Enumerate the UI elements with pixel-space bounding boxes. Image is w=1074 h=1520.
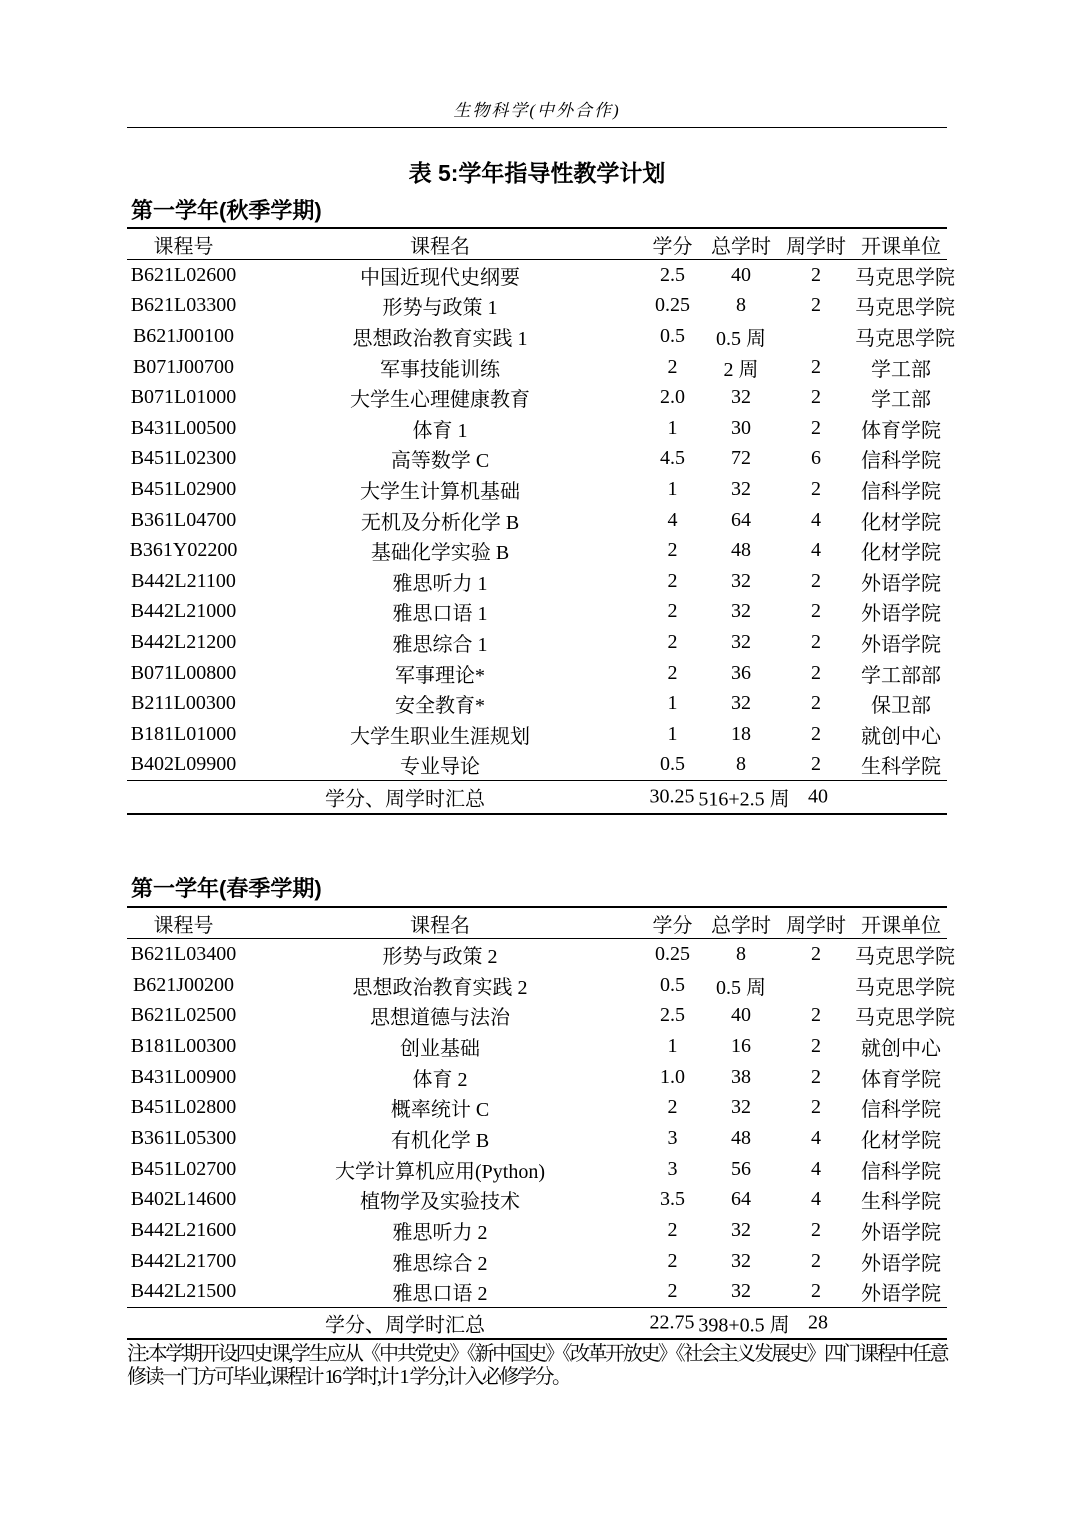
table-row — [127, 939, 947, 970]
table-row — [127, 1277, 947, 1308]
table-row — [127, 627, 947, 658]
summary-total-hours: 398+0.5 周 — [698, 1314, 790, 1337]
course-id-cell: B621L03300 — [130, 294, 237, 317]
table-body — [127, 939, 955, 1308]
weekly-hours-cell: 4 — [811, 1157, 821, 1180]
column-header-course-id: 课程号 — [127, 228, 240, 260]
department-cell: 马克思学院 — [855, 945, 955, 968]
credits-cell: 2 — [667, 1249, 678, 1272]
weekly-hours-cell: 2 — [811, 1004, 821, 1027]
department-cell: 外语学院 — [861, 572, 941, 595]
weekly-hours-cell: 2 — [811, 1065, 821, 1088]
summary-weekly-hours: 28 — [808, 1311, 828, 1334]
credits-cell: 1 — [667, 1034, 678, 1057]
credits-cell: 2 — [667, 1219, 678, 1242]
weekly-hours-cell: 2 — [811, 692, 821, 715]
course-name-cell: 雅思口语 2 — [392, 1283, 488, 1306]
total-hours-cell: 38 — [731, 1065, 751, 1088]
column-header-credits: 学分 — [640, 907, 705, 939]
credits-cell: 0.25 — [655, 294, 690, 317]
weekly-hours-cell: 2 — [811, 1219, 821, 1242]
weekly-hours-cell: 2 — [811, 661, 821, 684]
course-id-cell: B451L02700 — [130, 1157, 237, 1180]
total-hours-cell: 72 — [731, 447, 751, 470]
course-name-cell: 植物学及实验技术 — [360, 1191, 520, 1214]
weekly-hours-cell: 6 — [811, 447, 821, 470]
course-id-cell: B621J00100 — [132, 324, 235, 347]
table-row — [127, 291, 947, 322]
table-row — [127, 474, 947, 505]
section-heading-fall-semester: 第一学年(秋季学期) — [131, 198, 322, 223]
department-cell: 信科学院 — [861, 480, 941, 503]
table-row — [127, 1185, 947, 1216]
summary-credits: 30.25 — [649, 785, 695, 808]
total-hours-cell: 32 — [731, 1219, 751, 1242]
credits-cell: 1 — [667, 477, 678, 500]
credits-cell: 1 — [667, 692, 678, 715]
department-cell: 信科学院 — [861, 450, 941, 473]
credits-cell: 4 — [667, 508, 678, 531]
course-id-cell: B361L04700 — [130, 508, 237, 531]
summary-row — [127, 781, 947, 815]
course-name-cell: 体育 1 — [412, 419, 468, 442]
column-header-total-hours: 总学时 — [705, 228, 777, 260]
total-hours-cell: 32 — [731, 477, 751, 500]
course-name-cell: 基础化学实验 B — [370, 542, 510, 565]
total-hours-cell: 8 — [736, 294, 746, 317]
credits-cell: 1.0 — [660, 1065, 685, 1088]
department-cell: 外语学院 — [861, 603, 941, 626]
table-row — [127, 352, 947, 383]
total-hours-cell: 18 — [731, 722, 751, 745]
total-hours-cell: 8 — [736, 942, 746, 965]
column-header-total-hours: 总学时 — [705, 907, 777, 939]
course-id-cell: B442L21700 — [130, 1249, 237, 1272]
department-cell: 马克思学院 — [855, 1007, 955, 1030]
total-hours-cell: 32 — [731, 692, 751, 715]
credits-cell: 2 — [667, 600, 678, 623]
course-name-cell: 大学生心理健康教育 — [350, 389, 530, 412]
department-cell: 体育学院 — [861, 1068, 941, 1091]
course-name-cell: 专业导论 — [400, 756, 480, 779]
table-row — [127, 750, 947, 781]
column-header-department: 开课单位 — [855, 907, 947, 939]
course-name-cell: 思想政治教育实践 1 — [352, 327, 528, 350]
credits-cell: 0.5 — [660, 753, 685, 776]
course-name-cell: 思想道德与法治 — [370, 1007, 510, 1030]
department-cell: 外语学院 — [861, 1283, 941, 1306]
total-hours-cell: 2 周 — [723, 358, 759, 381]
course-name-cell: 大学计算机应用(Python) — [335, 1160, 545, 1183]
table-row — [127, 1092, 947, 1123]
column-header-credits: 学分 — [640, 228, 705, 260]
department-cell: 马克思学院 — [855, 976, 955, 999]
table-row — [127, 505, 947, 536]
running-head: 生物科学(中外合作) — [453, 101, 621, 120]
credits-cell: 2 — [667, 569, 678, 592]
credits-cell: 2.0 — [660, 386, 685, 409]
weekly-hours-cell: 2 — [811, 1096, 821, 1119]
total-hours-cell: 48 — [731, 1126, 751, 1149]
table-row — [127, 566, 947, 597]
department-cell: 信科学院 — [861, 1160, 941, 1183]
total-hours-cell: 56 — [731, 1157, 751, 1180]
department-cell: 马克思学院 — [855, 327, 955, 350]
total-hours-cell: 32 — [731, 630, 751, 653]
credits-cell: 0.5 — [660, 324, 685, 347]
table-row — [127, 1031, 947, 1062]
department-cell: 信科学院 — [861, 1099, 941, 1122]
column-header-course-name: 课程名 — [240, 228, 640, 260]
course-id-cell: B621J00200 — [132, 973, 235, 996]
weekly-hours-cell: 2 — [811, 1280, 821, 1303]
summary-total-hours: 516+2.5 周 — [698, 788, 790, 811]
credits-cell: 2.5 — [660, 1004, 685, 1027]
summary-cell — [127, 781, 947, 815]
total-hours-cell: 36 — [731, 661, 751, 684]
column-header-department: 开课单位 — [855, 228, 947, 260]
summary-label: 学分、周学时汇总 — [325, 788, 485, 811]
credits-cell: 0.5 — [660, 973, 685, 996]
course-id-cell: B442L21600 — [130, 1219, 237, 1242]
course-id-cell: B442L21100 — [131, 569, 236, 592]
course-name-cell: 雅思口语 1 — [392, 603, 488, 626]
weekly-hours-cell: 2 — [811, 477, 821, 500]
total-hours-cell: 30 — [731, 416, 751, 439]
credits-cell: 4.5 — [660, 447, 685, 470]
course-id-cell: B621L03400 — [130, 942, 237, 965]
total-hours-cell: 32 — [731, 569, 751, 592]
summary-row — [127, 1308, 947, 1340]
column-header-weekly-hours: 周学时 — [777, 907, 855, 939]
department-cell: 生科学院 — [861, 1191, 941, 1214]
table-body — [127, 260, 955, 781]
course-name-cell: 体育 2 — [412, 1068, 468, 1091]
course-name-cell: 中国近现代史纲要 — [360, 266, 520, 289]
table-row — [127, 1246, 947, 1277]
table-row — [127, 658, 947, 689]
credits-cell: 2 — [667, 1280, 678, 1303]
credits-cell: 1 — [667, 722, 678, 745]
course-id-cell: B442L21500 — [130, 1280, 237, 1303]
course-name-cell: 安全教育* — [395, 695, 485, 718]
department-cell: 马克思学院 — [855, 297, 955, 320]
department-cell: 体育学院 — [861, 419, 941, 442]
credits-cell: 2 — [667, 539, 678, 562]
table-row — [127, 1123, 947, 1154]
course-name-cell: 雅思综合 1 — [392, 633, 488, 656]
course-name-cell: 大学生职业生涯规划 — [350, 725, 530, 748]
table-row — [127, 535, 947, 566]
weekly-hours-cell: 2 — [811, 753, 821, 776]
column-header-weekly-hours: 周学时 — [777, 228, 855, 260]
column-header-row — [127, 228, 947, 260]
course-table-spring — [127, 906, 955, 1340]
total-hours-cell: 32 — [731, 386, 751, 409]
weekly-hours-cell: 2 — [811, 630, 821, 653]
summary-label: 学分、周学时汇总 — [325, 1314, 485, 1337]
weekly-hours-cell: 2 — [811, 942, 821, 965]
course-name-cell: 概率统计 C — [390, 1099, 490, 1122]
credits-cell: 3 — [667, 1126, 678, 1149]
total-hours-cell: 40 — [731, 263, 751, 286]
department-cell: 外语学院 — [861, 1222, 941, 1245]
footnote: 注:本学期开设四史课,学生应从《中共党史》《新中国史》《改革开放史》《社会主义发展史》四门课程中任意修读一门方可毕业,课程计 16 学时,计 1 学分,计入必修学分。 — [127, 1343, 947, 1388]
document-title: 表 5:学年指导性教学计划 — [408, 160, 666, 186]
department-cell: 保卫部 — [871, 695, 931, 718]
course-name-cell: 形势与政策 1 — [382, 297, 498, 320]
course-id-cell: B442L21200 — [130, 630, 237, 653]
course-name-cell: 形势与政策 2 — [382, 945, 498, 968]
course-id-cell: B431L00900 — [130, 1065, 237, 1088]
section-heading-spring-semester: 第一学年(春季学期) — [131, 876, 322, 901]
department-cell: 就创中心 — [861, 725, 941, 748]
table-row — [127, 382, 947, 413]
total-hours-cell: 32 — [731, 600, 751, 623]
course-name-cell: 军事技能训练 — [380, 358, 500, 381]
weekly-hours-cell: 2 — [811, 294, 821, 317]
department-cell: 外语学院 — [861, 1252, 941, 1275]
column-header-course-name: 课程名 — [240, 907, 640, 939]
credits-cell: 3 — [667, 1157, 678, 1180]
column-header-course-id: 课程号 — [127, 907, 240, 939]
course-id-cell: B451L02900 — [130, 477, 237, 500]
weekly-hours-cell: 2 — [811, 416, 821, 439]
course-name-cell: 思想政治教育实践 2 — [352, 976, 528, 999]
course-id-cell: B071L01000 — [130, 386, 237, 409]
course-id-cell: B211L00300 — [131, 692, 236, 715]
table-row — [127, 719, 947, 750]
department-cell: 学工部部 — [861, 664, 941, 687]
weekly-hours-cell: 4 — [811, 1126, 821, 1149]
total-hours-cell: 48 — [731, 539, 751, 562]
course-id-cell: B621L02500 — [130, 1004, 237, 1027]
credits-cell: 2 — [667, 1096, 678, 1119]
table-row — [127, 970, 947, 1001]
department-cell: 化材学院 — [861, 542, 941, 565]
course-id-cell: B181L00300 — [130, 1034, 237, 1057]
department-cell: 化材学院 — [861, 511, 941, 534]
header-rule — [127, 127, 947, 128]
weekly-hours-cell: 2 — [811, 1249, 821, 1272]
course-id-cell: B431L00500 — [130, 416, 237, 439]
credits-cell: 2.5 — [660, 263, 685, 286]
summary-credits: 22.75 — [649, 1311, 695, 1334]
total-hours-cell: 64 — [731, 508, 751, 531]
department-cell: 化材学院 — [861, 1129, 941, 1152]
credits-cell: 2 — [667, 661, 678, 684]
department-cell: 学工部 — [871, 358, 931, 381]
total-hours-cell: 0.5 周 — [716, 976, 766, 999]
course-table-fall — [127, 227, 955, 815]
column-header-row — [127, 907, 947, 939]
table-row — [127, 260, 947, 291]
table-row — [127, 321, 947, 352]
weekly-hours-cell — [777, 970, 855, 1001]
course-id-cell: B402L09900 — [130, 753, 237, 776]
course-name-cell: 大学生计算机基础 — [360, 480, 520, 503]
weekly-hours-cell: 2 — [811, 722, 821, 745]
department-cell: 学工部 — [871, 389, 931, 412]
course-id-cell: B451L02800 — [130, 1096, 237, 1119]
total-hours-cell: 32 — [731, 1096, 751, 1119]
course-id-cell: B071L00800 — [130, 661, 237, 684]
course-name-cell: 创业基础 — [400, 1037, 480, 1060]
course-id-cell: B361L05300 — [130, 1126, 237, 1149]
credits-cell: 2 — [667, 355, 678, 378]
table-row — [127, 597, 947, 628]
course-id-cell: B402L14600 — [130, 1188, 237, 1211]
course-name-cell: 雅思听力 2 — [392, 1222, 488, 1245]
weekly-hours-cell — [777, 321, 855, 352]
total-hours-cell: 8 — [736, 753, 746, 776]
department-cell: 马克思学院 — [855, 266, 955, 289]
weekly-hours-cell: 2 — [811, 263, 821, 286]
weekly-hours-cell: 2 — [811, 600, 821, 623]
weekly-hours-cell: 2 — [811, 1034, 821, 1057]
summary-cell — [127, 1308, 947, 1340]
course-id-cell: B181L01000 — [130, 722, 237, 745]
course-id-cell: B442L21000 — [130, 600, 237, 623]
course-name-cell: 雅思听力 1 — [392, 572, 488, 595]
course-name-cell: 高等数学 C — [390, 450, 490, 473]
course-name-cell: 有机化学 B — [390, 1129, 490, 1152]
weekly-hours-cell: 2 — [811, 569, 821, 592]
total-hours-cell: 16 — [731, 1034, 751, 1057]
weekly-hours-cell: 4 — [811, 1188, 821, 1211]
course-name-cell: 军事理论* — [395, 664, 485, 687]
course-id-cell: B451L02300 — [130, 447, 237, 470]
table-row — [127, 413, 947, 444]
department-cell: 就创中心 — [861, 1037, 941, 1060]
course-id-cell: B621L02600 — [130, 263, 237, 286]
weekly-hours-cell: 2 — [811, 386, 821, 409]
department-cell: 生科学院 — [861, 756, 941, 779]
credits-cell: 3.5 — [660, 1188, 685, 1211]
table-row — [127, 1062, 947, 1093]
total-hours-cell: 0.5 周 — [716, 327, 766, 350]
total-hours-cell: 32 — [731, 1249, 751, 1272]
weekly-hours-cell: 2 — [811, 355, 821, 378]
credits-cell: 1 — [667, 416, 678, 439]
course-id-cell: B071J00700 — [132, 355, 235, 378]
total-hours-cell: 40 — [731, 1004, 751, 1027]
weekly-hours-cell: 4 — [811, 508, 821, 531]
department-cell: 外语学院 — [861, 633, 941, 656]
weekly-hours-cell: 4 — [811, 539, 821, 562]
course-id-cell: B361Y02200 — [129, 539, 238, 562]
course-name-cell: 雅思综合 2 — [392, 1252, 488, 1275]
table-row — [127, 444, 947, 475]
credits-cell: 2 — [667, 630, 678, 653]
table-row — [127, 688, 947, 719]
total-hours-cell: 32 — [731, 1280, 751, 1303]
table-row — [127, 1215, 947, 1246]
table-row — [127, 1154, 947, 1185]
summary-weekly-hours: 40 — [808, 785, 828, 808]
course-name-cell: 无机及分析化学 B — [360, 511, 520, 534]
credits-cell: 0.25 — [655, 942, 690, 965]
table-row — [127, 1000, 947, 1031]
total-hours-cell: 64 — [731, 1188, 751, 1211]
